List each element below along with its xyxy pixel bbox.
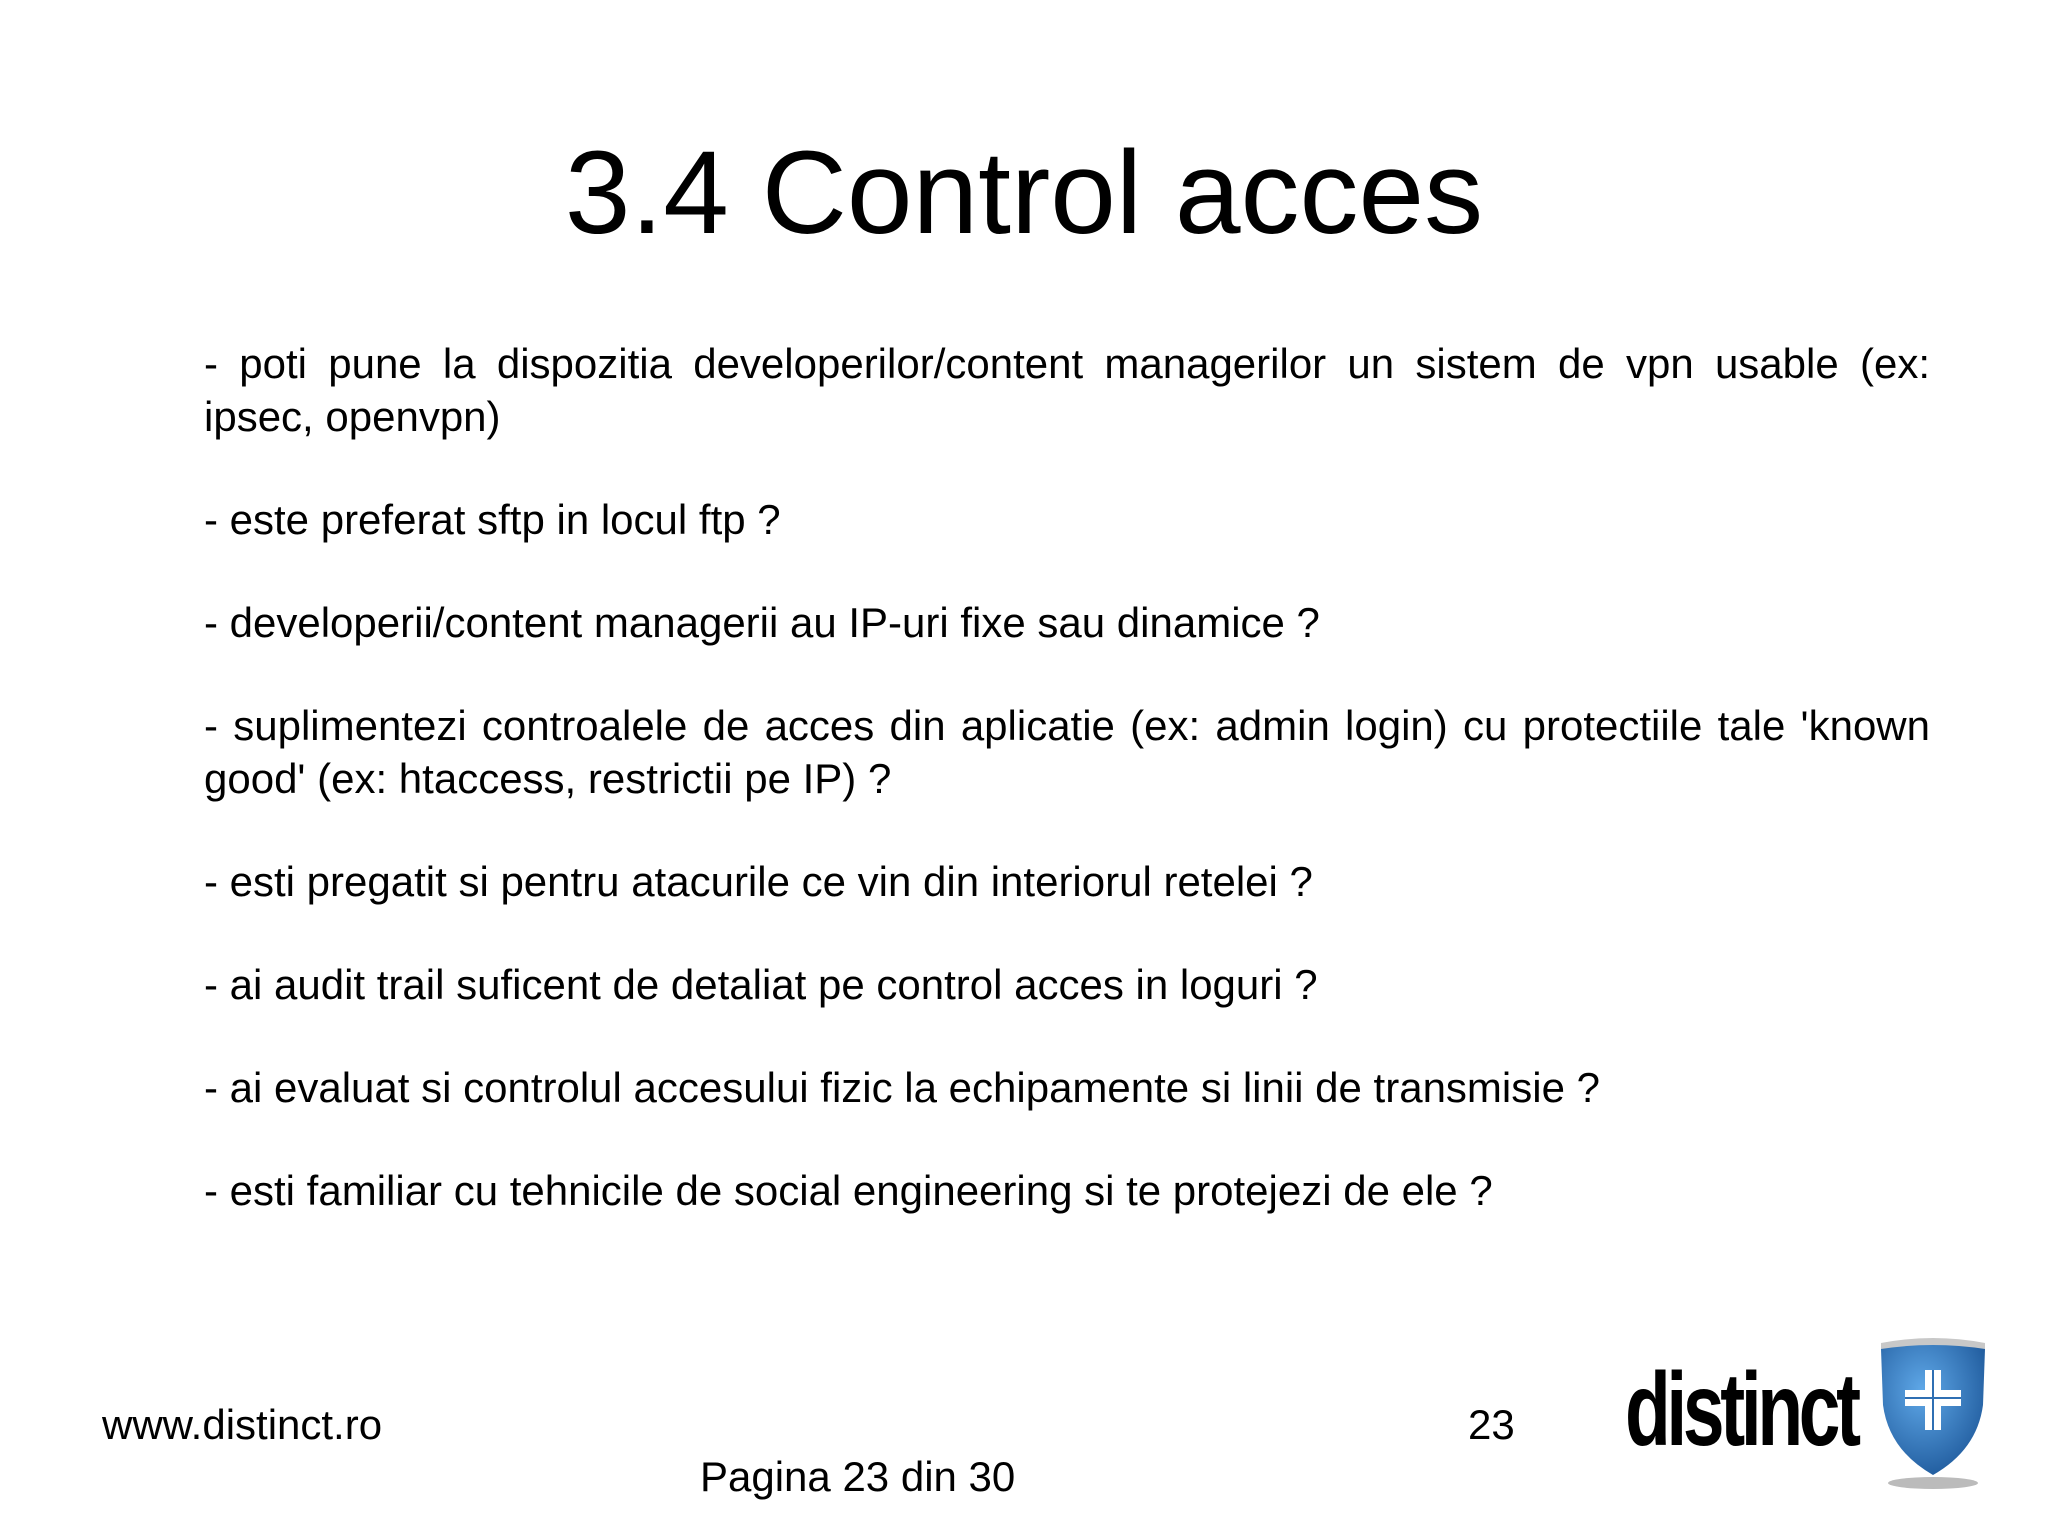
bullet-item: - ai evaluat si controlul accesului fizic la echipamente si linii de transmisie ? [204, 1064, 1600, 1111]
bullet-item: - esti pregatit si pentru atacurile ce vin din interiorul retelei ? [204, 858, 1313, 905]
bullet-item: - este preferat sftp in locul ftp ? [204, 496, 781, 543]
slide-number: 23 [1468, 1401, 1515, 1448]
shield-icon [1873, 1335, 1993, 1490]
bullet-item: - developerii/content managerii au IP-uri fixe sau dinamice ? [204, 599, 1320, 646]
bullet-item: - esti familiar cu tehnicile de social engineering si te protejezi de ele ? [204, 1167, 1493, 1214]
bullet-item: - poti pune la dispozitia developerilor/content managerilor un sistem de vpn usable (ex: ipsec, openvpn) [204, 340, 1930, 440]
page-label: Pagina 23 din 30 [700, 1453, 1016, 1500]
bullet-item: - suplimentezi controalele de acces din aplicatie (ex: admin login) cu protectiile tale 'known good' (ex: htaccess, restrictii pe IP) ? [204, 702, 1930, 802]
logo-text: distinct [1625, 1352, 1857, 1468]
slide-title: 3.4 Control acces [564, 127, 1484, 259]
footer-website: www.distinct.ro [102, 1401, 383, 1448]
bullet-item: - ai audit trail suficent de detaliat pe control acces in loguri ? [204, 961, 1318, 1008]
distinct-logo [1615, 1335, 1995, 1495]
